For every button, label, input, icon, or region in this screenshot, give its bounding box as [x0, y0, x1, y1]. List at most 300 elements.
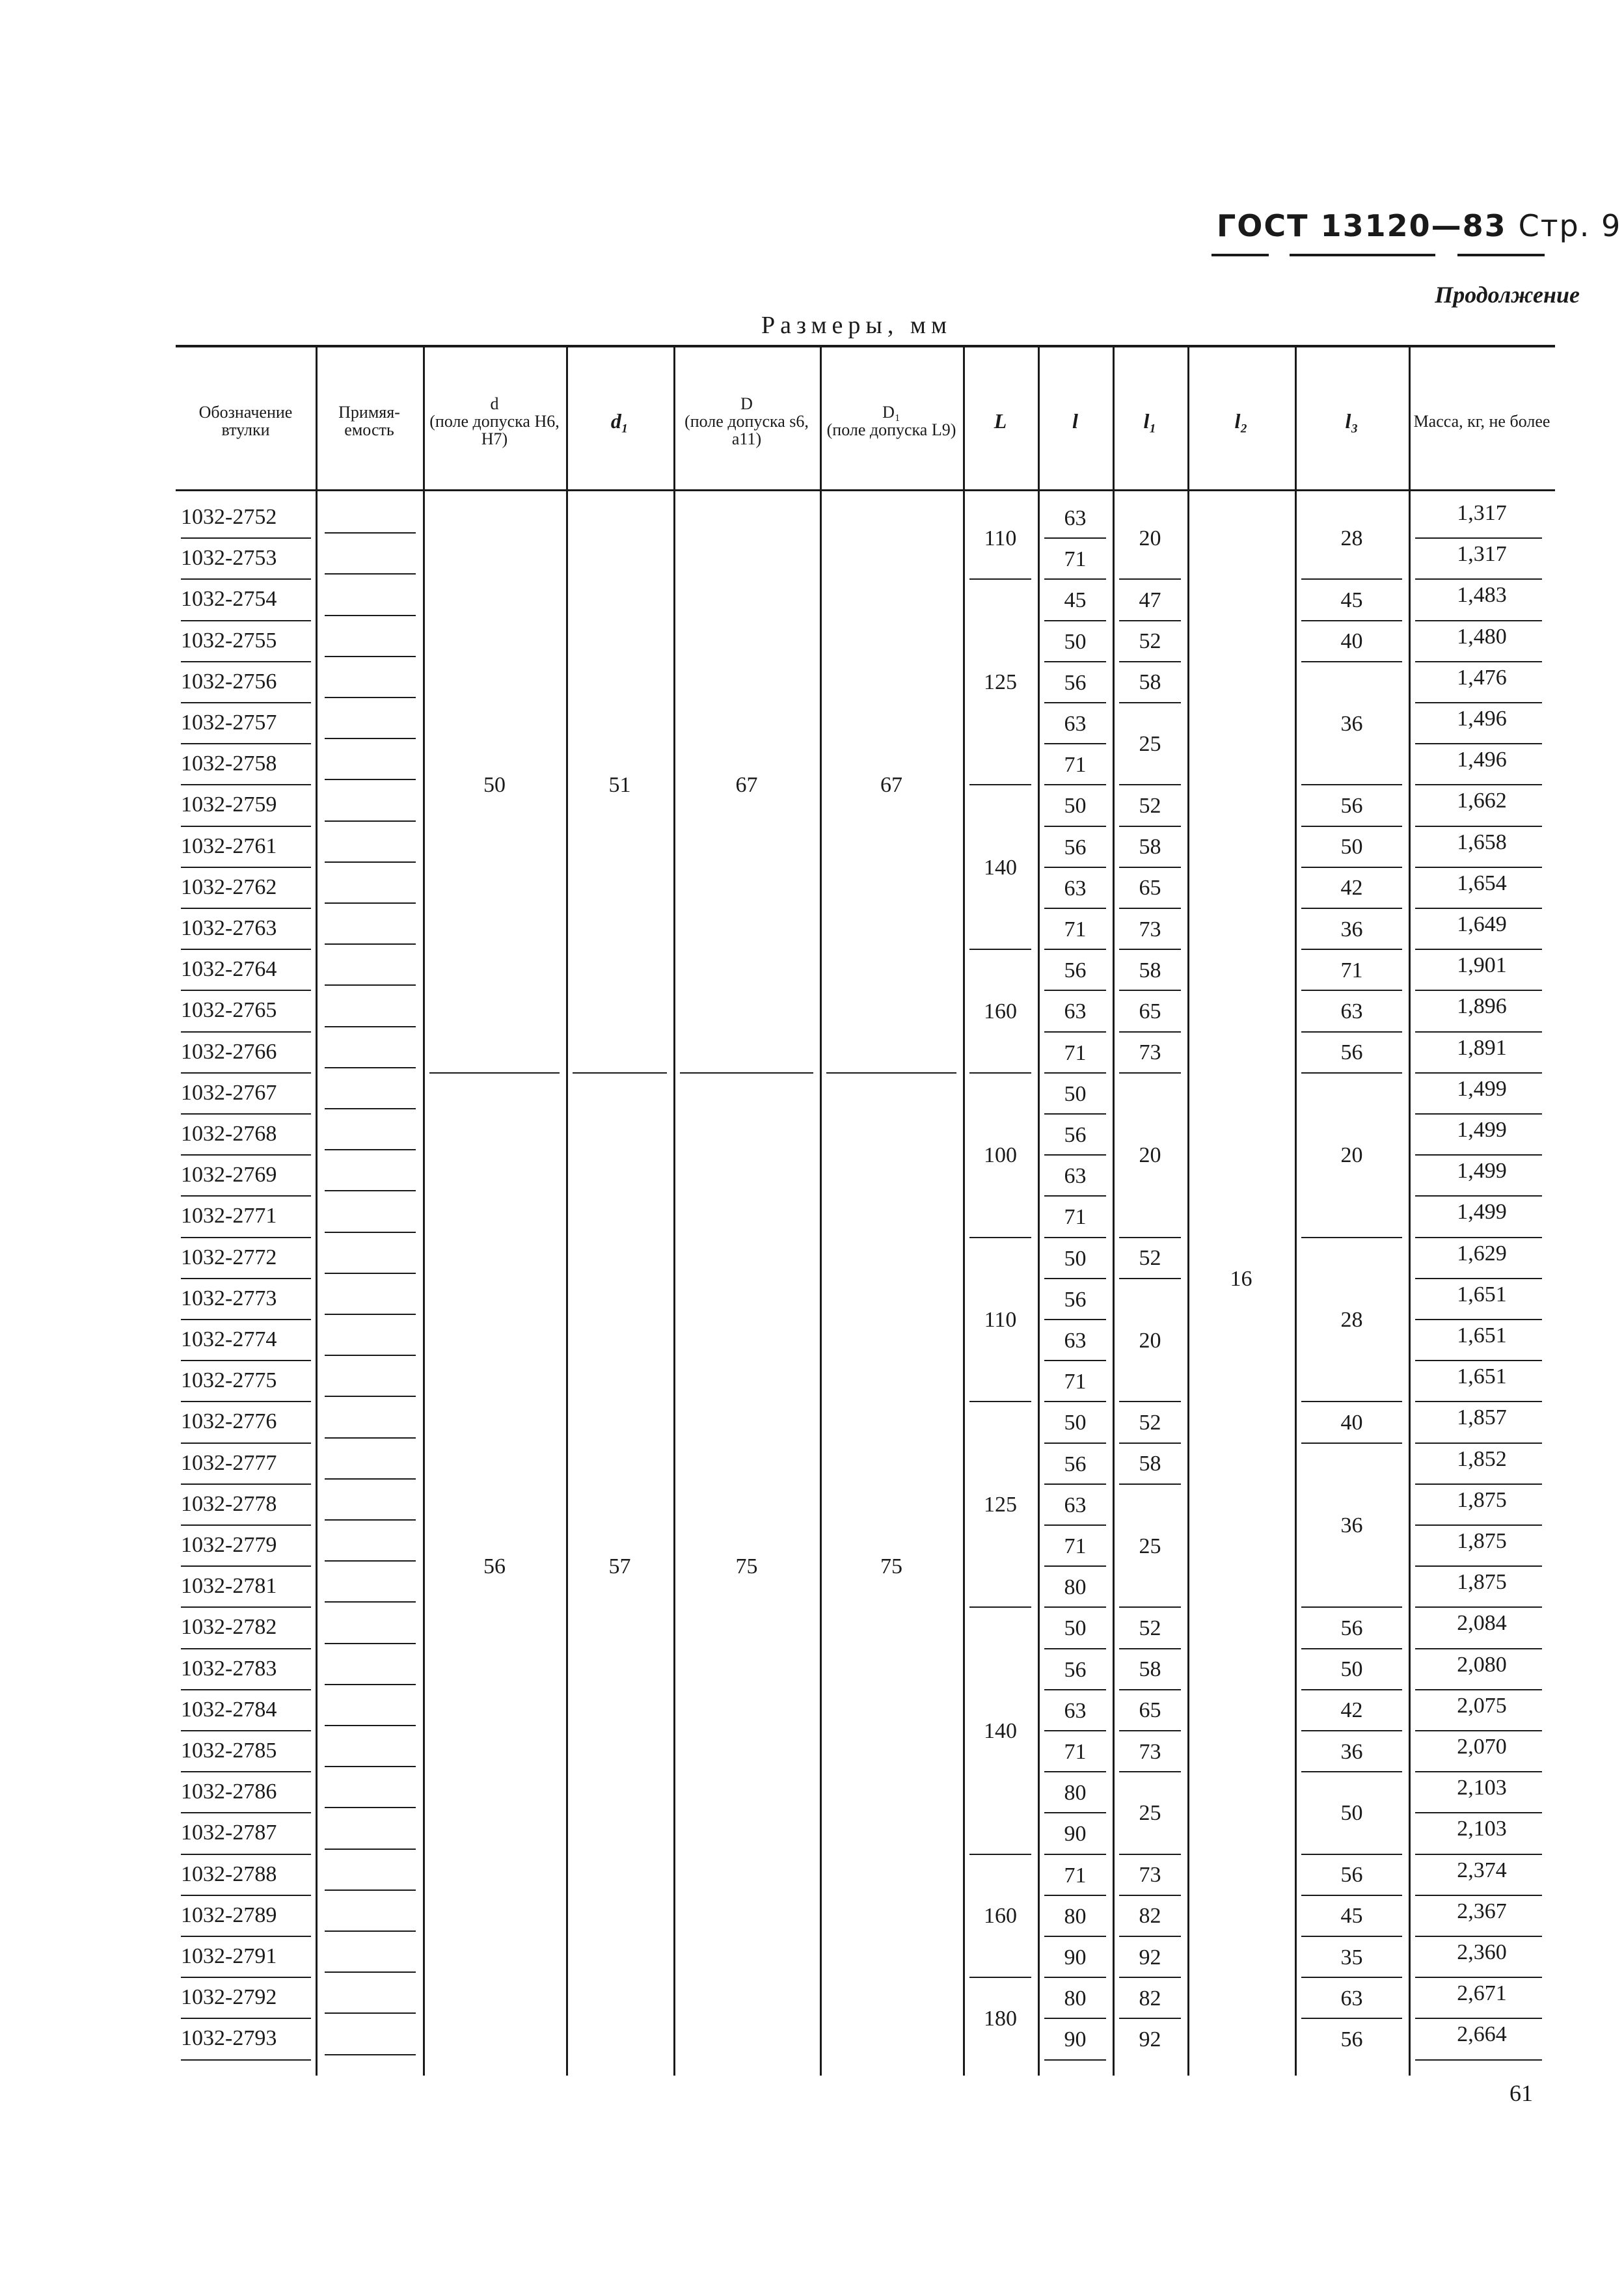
cell-l3: 28: [1340, 1308, 1363, 1332]
cell-mass: 1,499: [1457, 1076, 1507, 1101]
cell-l: 71: [1064, 547, 1087, 572]
l3-group-rule: [1301, 949, 1402, 950]
cell-l1: 92: [1139, 2027, 1161, 2052]
cell-mass: 2,664: [1457, 2022, 1507, 2047]
standard-title: [1217, 208, 1622, 260]
mass-rule: [1415, 1977, 1542, 1978]
cell-l3: 56: [1340, 1616, 1363, 1640]
mass-rule: [1415, 826, 1542, 827]
row-rule: [181, 2018, 311, 2019]
l-rule: [1044, 1031, 1106, 1033]
cell-mass: 2,360: [1457, 1940, 1507, 1964]
mass-rule: [1415, 2018, 1542, 2019]
applicability-blank: [325, 1108, 416, 1109]
l3-group-rule: [1301, 578, 1402, 580]
applicability-blank: [325, 1396, 416, 1397]
row-code: 1032-2765: [181, 998, 277, 1023]
applicability-blank: [325, 1807, 416, 1808]
l3-group-rule: [1301, 661, 1402, 662]
sizes-caption: Размеры, мм: [761, 312, 953, 339]
cell-l: 63: [1064, 999, 1087, 1024]
cell-L: 110: [984, 526, 1017, 551]
l-rule: [1044, 1483, 1106, 1485]
row-code: 1032-2784: [181, 1697, 277, 1722]
cell-l1: 58: [1139, 1657, 1161, 1682]
l-rule: [1044, 826, 1106, 827]
cell-mass: 2,367: [1457, 1899, 1507, 1923]
col-header-d1: d₁: [610, 409, 629, 433]
applicability-blank: [325, 532, 416, 534]
cell-l1: 73: [1139, 1739, 1161, 1764]
cell-l: 71: [1064, 1370, 1087, 1394]
cell-l: 71: [1064, 1740, 1087, 1764]
row-code: 1032-2777: [181, 1450, 277, 1475]
l3-group-rule: [1301, 1854, 1402, 1855]
cell-l3: 56: [1340, 1040, 1363, 1065]
l1-group-rule: [1119, 1648, 1181, 1649]
cell-D: 67: [735, 773, 758, 798]
cell-l1: 65: [1139, 876, 1161, 901]
applicability-blank: [325, 1437, 416, 1439]
cell-mass: 1,483: [1457, 583, 1507, 608]
row-code: 1032-2793: [181, 2026, 277, 2051]
cell-mass: 1,499: [1457, 1118, 1507, 1142]
L-group-rule: [969, 784, 1031, 785]
cell-mass: 1,649: [1457, 912, 1507, 936]
l3-group-rule: [1301, 2018, 1402, 2019]
l-rule: [1044, 1319, 1106, 1320]
row-code: 1032-2783: [181, 1656, 277, 1681]
cell-l1: 52: [1139, 794, 1161, 818]
cell-L: 125: [984, 1493, 1017, 1517]
l-rule: [1044, 578, 1106, 580]
cell-L: 110: [984, 1308, 1017, 1332]
row-rule: [181, 1237, 311, 1238]
cell-l3: 35: [1340, 1945, 1363, 1970]
l3-group-rule: [1301, 620, 1402, 621]
column-divider: [423, 345, 425, 2076]
l-rule: [1044, 949, 1106, 950]
row-rule: [181, 1977, 311, 1978]
row-rule: [181, 1195, 311, 1197]
mass-rule: [1415, 661, 1542, 662]
col-header-l3: l₃: [1345, 409, 1359, 433]
cell-l: 50: [1064, 1616, 1087, 1641]
cell-L: 100: [984, 1143, 1017, 1168]
cell-l: 56: [1064, 958, 1087, 983]
cell-l: 71: [1064, 1040, 1087, 1065]
cell-l: 63: [1064, 1698, 1087, 1723]
row-code: 1032-2758: [181, 752, 277, 776]
cell-mass: 1,317: [1457, 501, 1507, 525]
row-rule: [181, 743, 311, 744]
cell-l3: 36: [1340, 1513, 1363, 1537]
applicability-blank: [325, 1273, 416, 1274]
applicability-blank: [325, 1725, 416, 1726]
cell-l3: 36: [1340, 1739, 1363, 1764]
cell-l1: 25: [1139, 732, 1161, 757]
mass-rule: [1415, 1072, 1542, 1074]
l-rule: [1044, 867, 1106, 868]
applicability-blank: [325, 1067, 416, 1068]
l-rule: [1044, 2059, 1106, 2061]
row-rule: [181, 826, 311, 827]
l1-group-rule: [1119, 620, 1181, 621]
mass-rule: [1415, 1442, 1542, 1444]
col-header-l1: l₁: [1143, 409, 1157, 433]
table-top-rule: [176, 345, 1555, 347]
applicability-blank: [325, 697, 416, 698]
l-rule: [1044, 1854, 1106, 1855]
row-rule: [181, 1278, 311, 1279]
applicability-blank: [325, 861, 416, 863]
applicability-blank: [325, 820, 416, 822]
cell-mass: 1,901: [1457, 953, 1507, 978]
col-header-D: D (поле допуска s6, a11): [684, 394, 809, 448]
cell-l3: 63: [1340, 999, 1363, 1023]
row-code: 1032-2762: [181, 874, 277, 899]
cell-mass: 1,476: [1457, 665, 1507, 690]
l-rule: [1044, 702, 1106, 703]
row-code: 1032-2756: [181, 669, 277, 694]
cell-l1: 52: [1139, 1246, 1161, 1271]
title-underline-2: [1290, 254, 1435, 256]
applicability-blank: [325, 2054, 416, 2055]
cell-l: 80: [1064, 1575, 1087, 1600]
cell-mass: 2,075: [1457, 1693, 1507, 1718]
l1-group-rule: [1119, 702, 1181, 703]
cell-l1: 73: [1139, 1863, 1161, 1888]
cell-l1: 58: [1139, 958, 1161, 982]
cell-L: 125: [984, 670, 1017, 695]
l-rule: [1044, 1895, 1106, 1896]
row-code: 1032-2763: [181, 916, 277, 940]
row-code: 1032-2752: [181, 505, 277, 529]
row-code: 1032-2773: [181, 1286, 277, 1310]
cell-l3: 20: [1340, 1143, 1363, 1168]
applicability-blank: [325, 1930, 416, 1932]
row-code: 1032-2787: [181, 1821, 277, 1845]
row-rule: [181, 1483, 311, 1485]
cell-D: 75: [735, 1554, 758, 1579]
l3-group-rule: [1301, 1606, 1402, 1608]
applicability-blank: [325, 1232, 416, 1233]
mass-rule: [1415, 702, 1542, 703]
cell-mass: 2,103: [1457, 1817, 1507, 1841]
applicability-blank: [325, 1478, 416, 1480]
applicability-blank: [325, 1355, 416, 1356]
mass-rule: [1415, 1895, 1542, 1896]
l-rule: [1044, 1812, 1106, 1813]
row-rule: [181, 1401, 311, 1402]
l-rule: [1044, 1524, 1106, 1526]
l-rule: [1044, 1977, 1106, 1978]
row-rule: [181, 2059, 311, 2061]
mass-rule: [1415, 578, 1542, 580]
row-rule: [181, 1565, 311, 1567]
applicability-blank: [325, 943, 416, 945]
cell-mass: 1,651: [1457, 1323, 1507, 1348]
cell-L: 140: [984, 855, 1017, 880]
cell-l1: 47: [1139, 588, 1161, 612]
row-rule: [181, 867, 311, 868]
applicability-blank: [325, 984, 416, 986]
l3-group-rule: [1301, 1977, 1402, 1978]
cell-l3: 45: [1340, 588, 1363, 612]
mass-rule: [1415, 1936, 1542, 1937]
cell-l: 50: [1064, 629, 1087, 654]
l-rule: [1044, 1360, 1106, 1361]
mass-rule: [1415, 2059, 1542, 2061]
mass-rule: [1415, 1319, 1542, 1320]
l1-group-rule: [1119, 661, 1181, 662]
row-code: 1032-2779: [181, 1533, 277, 1557]
l1-group-rule: [1119, 1072, 1181, 1074]
row-rule: [181, 784, 311, 785]
col-header-applic: Примяя-емость: [338, 403, 400, 439]
mass-rule: [1415, 1730, 1542, 1731]
l1-group-rule: [1119, 1401, 1181, 1402]
mass-rule: [1415, 537, 1542, 539]
cell-l: 71: [1064, 1863, 1087, 1888]
row-rule: [181, 537, 311, 539]
cell-l: 63: [1064, 1493, 1087, 1517]
row-code: 1032-2772: [181, 1245, 277, 1269]
row-code: 1032-2791: [181, 1944, 277, 1968]
cell-l3: 50: [1340, 1801, 1363, 1826]
col-header-mass: Масса, кг, не более: [1413, 411, 1550, 431]
column-divider: [820, 345, 822, 2076]
cell-mass: 1,852: [1457, 1446, 1507, 1471]
cell-l3: 63: [1340, 1986, 1363, 2011]
l-rule: [1044, 1936, 1106, 1937]
l-rule: [1044, 1237, 1106, 1238]
row-rule: [181, 908, 311, 909]
applicability-blank: [325, 1601, 416, 1603]
l1-group-rule: [1119, 990, 1181, 991]
cell-l3: 42: [1340, 1698, 1363, 1723]
mass-rule: [1415, 1278, 1542, 1279]
L-group-rule: [969, 1072, 1031, 1074]
mass-rule: [1415, 1360, 1542, 1361]
column-divider: [673, 345, 675, 2076]
row-code: 1032-2778: [181, 1491, 277, 1516]
mass-rule: [1415, 620, 1542, 621]
cell-l: 63: [1064, 1329, 1087, 1353]
row-rule: [181, 1936, 311, 1937]
cell-l3: 50: [1340, 835, 1363, 860]
l3-group-rule: [1301, 990, 1402, 991]
cell-mass: 1,875: [1457, 1487, 1507, 1512]
l-rule: [1044, 620, 1106, 621]
l3-group-rule: [1301, 1648, 1402, 1649]
cell-mass: 2,671: [1457, 1981, 1507, 2006]
l-rule: [1044, 1072, 1106, 1074]
l-rule: [1044, 1442, 1106, 1444]
l-rule: [1044, 784, 1106, 785]
cell-D1: 75: [880, 1554, 902, 1579]
cell-l3: 56: [1340, 2027, 1363, 2052]
row-rule: [181, 1895, 311, 1896]
cell-l3: 42: [1340, 876, 1363, 901]
cell-d1: 57: [608, 1554, 631, 1579]
cell-mass: 1,499: [1457, 1200, 1507, 1225]
cell-l: 90: [1064, 2027, 1087, 2052]
cell-mass: 1,651: [1457, 1364, 1507, 1389]
cell-mass: 2,374: [1457, 1858, 1507, 1882]
cell-L: 180: [984, 2007, 1017, 2031]
row-code: 1032-2785: [181, 1739, 277, 1763]
cell-l3: 36: [1340, 711, 1363, 736]
l1-group-rule: [1119, 1031, 1181, 1033]
mass-rule: [1415, 1565, 1542, 1567]
l3-group-rule: [1301, 1730, 1402, 1731]
l1-group-rule: [1119, 784, 1181, 785]
l-rule: [1044, 990, 1106, 991]
l1-group-rule: [1119, 1278, 1181, 1279]
mass-rule: [1415, 867, 1542, 868]
l3-group-rule: [1301, 908, 1402, 909]
mass-rule: [1415, 1483, 1542, 1485]
cell-mass: 1,317: [1457, 542, 1507, 567]
row-rule: [181, 1154, 311, 1156]
cell-mass: 1,875: [1457, 1570, 1507, 1595]
cell-l: 56: [1064, 1123, 1087, 1147]
row-rule: [181, 1442, 311, 1444]
col-header-code: Обозначение втулки: [198, 403, 293, 439]
l1-group-rule: [1119, 578, 1181, 580]
L-group-rule: [969, 1237, 1031, 1238]
cell-l3: 50: [1340, 1657, 1363, 1682]
row-rule: [181, 1319, 311, 1320]
cell-mass: 1,629: [1457, 1241, 1507, 1266]
row-code: 1032-2782: [181, 1615, 277, 1640]
cell-l1: 82: [1139, 1986, 1161, 2011]
cell-d: 50: [483, 773, 506, 798]
applicability-blank: [325, 1026, 416, 1027]
row-code: 1032-2789: [181, 1903, 277, 1927]
applicability-blank: [325, 1560, 416, 1562]
mass-rule: [1415, 1771, 1542, 1772]
applicability-blank: [325, 1889, 416, 1891]
row-code: 1032-2757: [181, 711, 277, 735]
cell-l: 56: [1064, 670, 1087, 695]
mass-rule: [1415, 1812, 1542, 1813]
cell-l: 80: [1064, 1781, 1087, 1806]
col-header-d: d (поле допуска H6, H7): [429, 394, 560, 448]
l3-group-rule: [1301, 1072, 1402, 1074]
row-code: 1032-2781: [181, 1574, 277, 1599]
cell-mass: 1,891: [1457, 1035, 1507, 1060]
applicability-blank: [325, 573, 416, 575]
col-header-L: L: [994, 409, 1007, 433]
cell-l2: 16: [1230, 1266, 1252, 1291]
cell-mass: 1,480: [1457, 624, 1507, 649]
applicability-blank: [325, 1643, 416, 1644]
L-group-rule: [969, 949, 1031, 950]
row-rule: [181, 1524, 311, 1526]
cell-l: 71: [1064, 917, 1087, 941]
row-code: 1032-2755: [181, 628, 277, 653]
l-rule: [1044, 1606, 1106, 1608]
column-divider: [1187, 345, 1189, 2076]
cell-l1: 25: [1139, 1801, 1161, 1826]
row-code: 1032-2768: [181, 1122, 277, 1146]
cell-l: 80: [1064, 1904, 1087, 1929]
row-rule: [181, 578, 311, 580]
l3-group-rule: [1301, 1442, 1402, 1444]
cell-l: 63: [1064, 712, 1087, 736]
l3-group-rule: [1301, 1689, 1402, 1690]
mass-rule: [1415, 949, 1542, 950]
l1-group-rule: [1119, 1442, 1181, 1444]
row-rule: [181, 1812, 311, 1813]
l1-group-rule: [1119, 1483, 1181, 1485]
mass-rule: [1415, 1237, 1542, 1238]
applicability-blank: [325, 656, 416, 657]
cell-mass: 2,070: [1457, 1735, 1507, 1759]
cell-l3: 71: [1340, 958, 1363, 982]
cell-l3: 40: [1340, 1411, 1363, 1435]
cell-l: 90: [1064, 1822, 1087, 1847]
L-group-rule: [969, 1606, 1031, 1608]
applicability-blank: [325, 1314, 416, 1315]
applicability-blank: [325, 1971, 416, 1973]
col-header-l2: l₂: [1234, 409, 1248, 433]
cell-l: 71: [1064, 1205, 1087, 1230]
l1-group-rule: [1119, 1237, 1181, 1238]
column-divider: [963, 345, 965, 2076]
cell-mass: 2,103: [1457, 1776, 1507, 1800]
l-rule: [1044, 1648, 1106, 1649]
l-rule: [1044, 1689, 1106, 1690]
l-rule: [1044, 1154, 1106, 1156]
cell-l1: 82: [1139, 1904, 1161, 1929]
l-rule: [1044, 743, 1106, 744]
cell-mass: 2,084: [1457, 1611, 1507, 1636]
cell-d: 56: [483, 1554, 506, 1579]
row-rule: [181, 990, 311, 991]
applicability-blank: [325, 1190, 416, 1191]
cell-l1: 58: [1139, 1452, 1161, 1476]
D1-group-rule: [826, 1072, 956, 1074]
cell-mass: 1,651: [1457, 1282, 1507, 1307]
cell-l1: 65: [1139, 999, 1161, 1023]
row-rule: [181, 1031, 311, 1033]
cell-mass: 2,080: [1457, 1652, 1507, 1677]
row-code: 1032-2771: [181, 1204, 277, 1228]
cell-l1: 65: [1139, 1698, 1161, 1723]
row-code: 1032-2774: [181, 1327, 277, 1351]
cell-l1: 52: [1139, 1411, 1161, 1435]
cell-mass: 1,662: [1457, 789, 1507, 813]
row-code: 1032-2753: [181, 546, 277, 571]
cell-D1: 67: [880, 773, 902, 798]
l1-group-rule: [1119, 1730, 1181, 1731]
l-rule: [1044, 661, 1106, 662]
cell-l1: 58: [1139, 835, 1161, 860]
cell-l1: 52: [1139, 1616, 1161, 1640]
cell-l3: 56: [1340, 794, 1363, 818]
applicability-blank: [325, 902, 416, 904]
l-rule: [1044, 2018, 1106, 2019]
L-group-rule: [969, 1854, 1031, 1855]
row-rule: [181, 1771, 311, 1772]
l1-group-rule: [1119, 908, 1181, 909]
row-code: 1032-2759: [181, 792, 277, 817]
cell-l: 45: [1064, 588, 1087, 613]
cell-mass: 1,654: [1457, 871, 1507, 895]
